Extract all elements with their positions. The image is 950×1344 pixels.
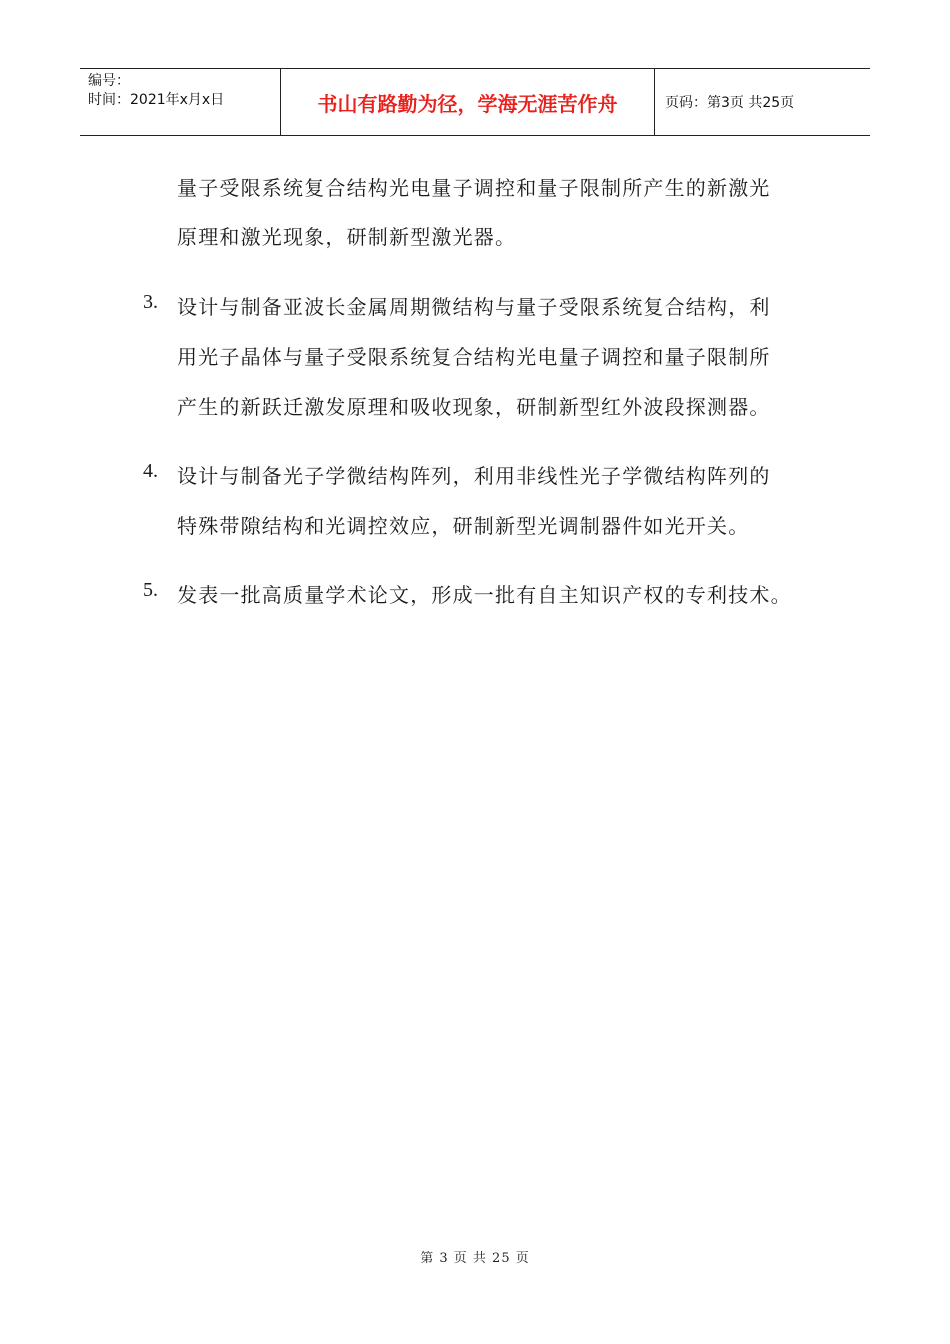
page-header bbox=[80, 68, 870, 136]
item-4-number: 4. bbox=[143, 460, 158, 482]
page-footer: 第 3 页 共 25 页 bbox=[420, 1251, 530, 1266]
header-motto: 书山有路勤为径，学海无涯苦作舟 bbox=[281, 69, 655, 135]
intro-line-1: 量子受限系统复合结构光电量子调控和量子限制所产生的新激光 bbox=[177, 176, 771, 200]
intro-line-2: 原理和激光现象，研制新型激光器。 bbox=[177, 225, 517, 249]
header-meta bbox=[80, 69, 281, 135]
item-3-line-2: 用光子晶体与量子受限系统复合结构光电量子调控和量子限制所 bbox=[177, 345, 771, 369]
item-3-number: 3. bbox=[143, 291, 158, 313]
item-5-line-1: 发表一批高质量学术论文，形成一批有自主知识产权的专利技术。 bbox=[177, 583, 792, 607]
header-page-info: 页码：第3页 共25页 bbox=[665, 95, 795, 111]
item-4-line-2: 特殊带隙结构和光调控效应，研制新型光调制器件如光开关。 bbox=[177, 514, 750, 538]
item-3-line-1: 设计与制备亚波长金属周期微结构与量子受限系统复合结构，利 bbox=[177, 295, 771, 319]
item-4-line-1: 设计与制备光子学微结构阵列，利用非线性光子学微结构阵列的 bbox=[177, 464, 771, 488]
serial-label: 编号： bbox=[88, 73, 130, 89]
item-5-number: 5. bbox=[143, 579, 158, 601]
item-3-line-3: 产生的新跃迁激发原理和吸收现象，研制新型红外波段探测器。 bbox=[177, 395, 771, 419]
time-label: 时间：2021年x月x日 bbox=[88, 92, 225, 108]
